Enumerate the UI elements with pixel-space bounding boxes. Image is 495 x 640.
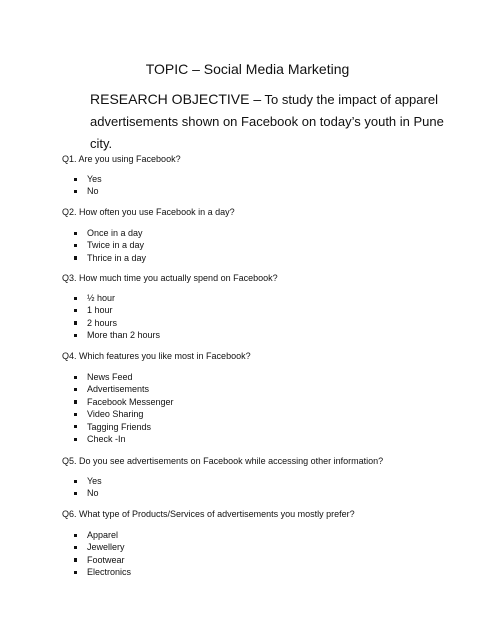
option-item (74, 487, 102, 499)
bullet-icon (74, 425, 77, 428)
bullet-icon (74, 321, 77, 324)
bullet-icon (74, 297, 77, 300)
option-label: Facebook Messenger (87, 396, 174, 407)
question-1: Q1. Are you using Facebook? (62, 154, 181, 164)
option-item (74, 252, 146, 264)
bullet-icon (74, 309, 77, 312)
option-item (74, 396, 174, 408)
question-6: Q6. What type of Products/Services of advertisements you mostly prefer? (62, 509, 355, 519)
option-label: Electronics (87, 567, 132, 578)
bullet-icon (74, 400, 77, 403)
option-label: 2 hours (87, 317, 118, 328)
option-label: Jewellery (87, 542, 125, 553)
option-label: Thrice in a day (87, 252, 147, 263)
objective-text: To study the impact of apparel advertisements shown on Facebook on today’s youth in Pune city. (90, 92, 444, 151)
bullet-icon (74, 256, 77, 259)
option-item (74, 408, 174, 420)
option-label: Apparel (87, 530, 119, 540)
option-item (74, 185, 102, 197)
question-2-options (74, 227, 146, 264)
page-title: TOPIC – Social Media Marketing (145, 61, 350, 77)
bullet-icon (74, 438, 77, 441)
bullet-icon (74, 232, 77, 235)
option-item (74, 475, 102, 487)
bullet-icon (74, 480, 77, 483)
option-item (74, 541, 131, 553)
option-item (74, 173, 102, 185)
option-label: ½ hour (87, 293, 116, 303)
bullet-icon (74, 558, 77, 561)
option-label: Yes (87, 174, 102, 184)
bullet-icon (74, 388, 77, 391)
question-3: Q3. How much time you actually spend on Facebook? (62, 273, 278, 283)
option-item (74, 317, 160, 329)
option-item (74, 433, 174, 445)
option-item (74, 566, 131, 578)
bullet-icon (74, 376, 77, 379)
option-label: Yes (87, 476, 102, 486)
option-label: Advertisements (87, 384, 150, 395)
bullet-icon (74, 546, 77, 549)
question-3-options (74, 292, 160, 342)
option-item (74, 554, 131, 566)
question-2: Q2. How often you use Facebook in a day? (62, 207, 235, 217)
option-item (74, 421, 174, 433)
option-label: No (87, 186, 99, 197)
option-label: More than 2 hours (87, 330, 161, 341)
option-label: Tagging Friends (87, 421, 152, 432)
question-5-options (74, 475, 102, 500)
option-label: News Feed (87, 372, 133, 382)
bullet-icon (74, 334, 77, 337)
question-6-options (74, 529, 131, 579)
objective-lead: RESEARCH OBJECTIVE – (90, 91, 262, 107)
option-label: Once in a day (87, 228, 143, 238)
question-5: Q5. Do you see advertisements on Facebook while accessing other information? (62, 456, 384, 466)
bullet-icon (74, 413, 77, 416)
option-label: No (87, 488, 99, 499)
option-label: 1 hour (87, 305, 113, 316)
option-item (74, 227, 146, 239)
option-item (74, 239, 146, 251)
option-label: Check -In (87, 433, 126, 444)
question-4-options (74, 371, 174, 445)
bullet-icon (74, 492, 77, 495)
option-item (74, 529, 131, 541)
option-label: Twice in a day (87, 240, 145, 251)
option-label: Footwear (87, 554, 125, 565)
bullet-icon (74, 178, 77, 181)
option-item (74, 371, 174, 383)
option-label: Video Sharing (87, 409, 144, 420)
option-item (74, 292, 160, 304)
bullet-icon (74, 571, 77, 574)
option-item (74, 329, 160, 341)
bullet-icon (74, 534, 77, 537)
option-item (74, 383, 174, 395)
question-4: Q4. Which features you like most in Facebook? (62, 351, 251, 361)
bullet-icon (74, 244, 77, 247)
research-objective (90, 88, 460, 155)
option-item (74, 304, 160, 316)
question-1-options (74, 173, 102, 198)
bullet-icon (74, 190, 77, 193)
